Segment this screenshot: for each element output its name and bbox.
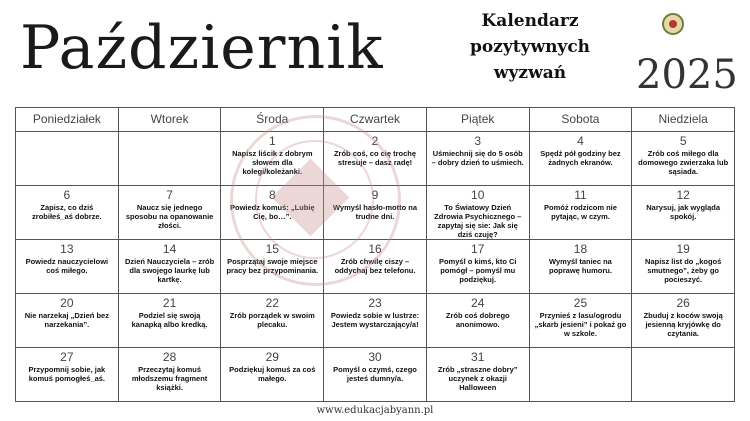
day-number: 7 xyxy=(166,188,173,202)
day-cell xyxy=(632,240,734,293)
weeks-container xyxy=(16,132,734,401)
day-cell xyxy=(324,240,427,293)
day-cell xyxy=(324,132,427,185)
day-cell xyxy=(530,348,633,401)
subtitle-line: wyzwań xyxy=(493,63,567,83)
day-challenge: Uśmiechnij się do 5 osób – dobry dzień to uśmiech. xyxy=(431,149,524,167)
day-challenge: Przynieś z lasu/ogrodu „skarb jesieni” i pokaż go w szkole. xyxy=(534,311,627,338)
day-cell xyxy=(119,240,222,293)
calendar-subtitle xyxy=(440,8,620,86)
day-challenge: Wymyśl hasło-motto na trudne dni. xyxy=(332,203,418,221)
week-row xyxy=(16,240,734,294)
day-challenge: Napisz list do „kogoś smutnego”, żeby go pocieszyć. xyxy=(645,257,722,284)
day-cell xyxy=(16,348,119,401)
day-cell xyxy=(221,240,324,293)
day-number: 20 xyxy=(60,296,74,310)
day-challenge: Pomyśl o czymś, czego jesteś dumny/a. xyxy=(333,365,417,383)
day-number: 16 xyxy=(368,242,382,256)
day-number: 24 xyxy=(471,296,485,310)
day-challenge: Przypomnij sobie, jak komuś pomogłeś_aś. xyxy=(28,365,106,383)
weekday-monday: Poniedziałek xyxy=(16,108,119,131)
weekday-thursday: Czwartek xyxy=(324,108,427,131)
day-challenge: Nie narzekaj „Dzień bez narzekania”. xyxy=(24,311,109,329)
day-number: 3 xyxy=(474,134,482,148)
day-challenge: Podziel się swoją kanapką albo kredką. xyxy=(131,311,208,329)
day-cell xyxy=(632,132,734,185)
day-number: 11 xyxy=(574,188,587,202)
day-number: 22 xyxy=(265,296,279,310)
day-challenge: Przeczytaj komuś młodszemu fragment książki. xyxy=(131,365,208,392)
day-challenge: Zrób coś, co cię trochę stresuje – dasz radę! xyxy=(333,149,417,167)
school-emblem-icon xyxy=(662,13,684,35)
day-challenge: Zrób chwilę ciszy – oddychaj bez telefonu. xyxy=(334,257,416,275)
day-challenge: Napisz liścik z dobrym słowem dla kolegi/koleżanki. xyxy=(232,149,313,176)
day-cell xyxy=(221,132,324,185)
day-number: 15 xyxy=(265,242,279,256)
day-number: 10 xyxy=(471,188,485,202)
weekday-friday: Piątek xyxy=(427,108,530,131)
day-cell xyxy=(632,348,734,401)
day-number: 31 xyxy=(471,350,485,364)
day-cell xyxy=(427,348,530,401)
day-challenge: Zrób porządek w swoim plecaku. xyxy=(229,311,315,329)
week-row xyxy=(16,132,734,186)
week-row xyxy=(16,186,734,240)
day-cell xyxy=(221,348,324,401)
day-challenge xyxy=(530,350,632,351)
day-number: 23 xyxy=(368,296,382,310)
day-challenge: Powiedz sobie w lustrze: Jestem wystarczający/a! xyxy=(330,311,420,329)
day-number: 12 xyxy=(676,188,690,202)
day-cell xyxy=(324,348,427,401)
day-cell xyxy=(324,294,427,347)
day-cell xyxy=(427,186,530,239)
day-number: 28 xyxy=(162,350,177,364)
day-number: 5 xyxy=(679,134,687,148)
day-challenge: Podziękuj komuś za coś małego. xyxy=(229,365,316,383)
weekday-saturday: Sobota xyxy=(530,108,633,131)
day-cell xyxy=(221,186,324,239)
day-number: 26 xyxy=(676,296,690,310)
day-cell xyxy=(16,240,119,293)
day-challenge xyxy=(16,134,118,135)
day-cell xyxy=(119,186,222,239)
day-challenge: Zrób coś dobrego anonimowo. xyxy=(445,311,510,329)
weekday-sunday: Niedziela xyxy=(658,112,708,126)
day-cell xyxy=(119,294,222,347)
day-cell xyxy=(530,132,633,185)
day-challenge: Zbuduj z koców swoją jesienną kryjówkę do czytania. xyxy=(643,311,723,338)
day-number: 19 xyxy=(676,242,690,256)
day-challenge: Wymyśl taniec na poprawę humoru. xyxy=(548,257,612,275)
day-number: 30 xyxy=(368,350,382,364)
day-challenge: Pomóż rodzicom nie pytając, w czym. xyxy=(543,203,617,221)
calendar-grid xyxy=(15,107,735,402)
day-cell xyxy=(221,294,324,347)
day-cell xyxy=(16,132,119,185)
day-cell xyxy=(324,186,427,239)
day-number: 9 xyxy=(371,188,379,202)
day-cell xyxy=(427,240,530,293)
day-cell xyxy=(632,294,734,347)
day-challenge: Zrób coś miłego dla domowego zwierzaka lub sąsiada. xyxy=(638,149,729,176)
day-challenge: Pomyśl o kimś, kto Ci pomógł – pomyśl mu podziękuj. xyxy=(438,257,517,284)
day-number: 4 xyxy=(577,134,584,148)
day-challenge: Dzień Nauczyciela – zrób dla swojego laurkę lub kartkę. xyxy=(124,257,215,284)
day-cell xyxy=(632,186,734,239)
day-cell xyxy=(427,294,530,347)
day-challenge: Powiedz nauczycielowi coś miłego. xyxy=(25,257,109,275)
day-number: 13 xyxy=(60,242,74,256)
day-cell xyxy=(530,294,633,347)
day-number: 1 xyxy=(268,134,276,148)
day-cell xyxy=(119,348,222,401)
weekday-header xyxy=(16,108,734,132)
day-challenge xyxy=(632,350,734,351)
year-label: 2025 xyxy=(636,52,738,98)
day-challenge: Narysuj, jak wygląda spokój. xyxy=(646,203,721,221)
day-cell xyxy=(530,240,633,293)
day-challenge: Zapisz, co dziś zrobiłeś_aś dobrze. xyxy=(32,203,102,221)
day-cell xyxy=(16,294,119,347)
subtitle-line: Kalendarz xyxy=(481,11,579,31)
week-row xyxy=(16,294,734,348)
weekday-tuesday: Wtorek xyxy=(119,108,222,131)
day-number: 6 xyxy=(63,188,71,202)
day-challenge: To Światowy Dzień Zdrowia Psychicznego – zapytaj się sie: Jak się dziś czuję? xyxy=(434,203,522,239)
day-number: 21 xyxy=(162,296,177,310)
day-challenge: Spędź pół godziny bez żadnych ekranów. xyxy=(540,149,621,167)
day-number: 8 xyxy=(268,188,276,202)
day-cell xyxy=(530,186,633,239)
day-challenge: Naucz się jednego sposobu na opanowanie złości. xyxy=(125,203,214,230)
week-row xyxy=(16,348,734,401)
day-number: 17 xyxy=(471,242,485,256)
footer-url: www.edukacjabyann.pl xyxy=(316,405,434,416)
day-number: 18 xyxy=(573,242,588,256)
day-cell xyxy=(16,186,119,239)
day-number: 25 xyxy=(573,296,588,310)
day-challenge: Zrób „straszne dobry” uczynek z okazji Halloween xyxy=(437,365,518,392)
day-challenge: Powiedz komuś: „Lubię Cię, bo…”. xyxy=(230,203,315,221)
month-title: Październik xyxy=(20,13,384,83)
day-challenge xyxy=(119,134,221,135)
day-cell xyxy=(427,132,530,185)
day-number: 14 xyxy=(162,242,177,256)
weekday-wednesday: Środa xyxy=(221,108,324,131)
day-number: 27 xyxy=(60,350,74,364)
day-number: 2 xyxy=(371,134,379,148)
subtitle-line: pozytywnych xyxy=(469,37,591,57)
day-challenge: Posprzątaj swoje miejsce pracy bez przypominania. xyxy=(226,257,319,275)
day-cell xyxy=(119,132,222,185)
day-number: 29 xyxy=(265,350,279,364)
